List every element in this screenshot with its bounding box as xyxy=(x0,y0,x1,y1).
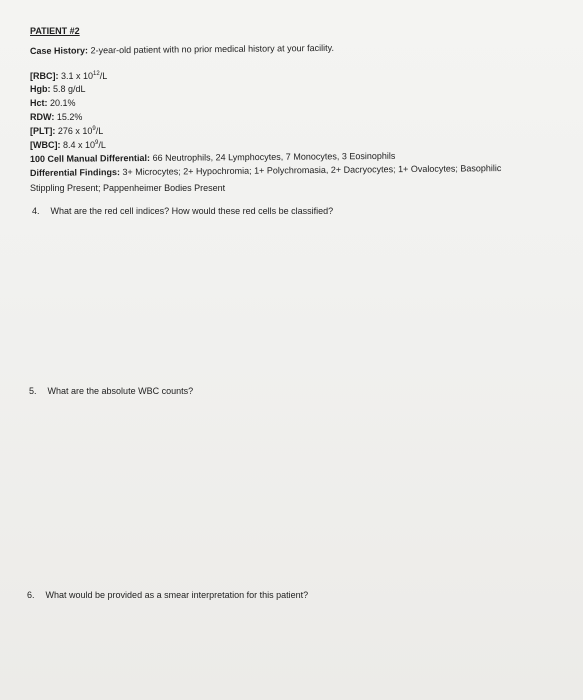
patient-title: PATIENT #2 xyxy=(30,26,80,36)
differential-text: 66 Neutrophils, 24 Lymphocytes, 7 Monocytes, 3 Eosinophils xyxy=(152,150,396,163)
findings-label: Differential Findings: xyxy=(29,167,121,178)
case-history-text: 2-year-old patient with no prior medical history at your facility. xyxy=(90,42,335,56)
rbc-exp: 12 xyxy=(93,71,100,77)
plt-value: 276 x 10 xyxy=(57,126,93,136)
question-6-number: 6. xyxy=(27,590,35,600)
plt-label: [PLT]: xyxy=(30,126,56,136)
lab-rdw xyxy=(30,112,82,123)
rdw-label: RDW: xyxy=(30,112,55,122)
hgb-value: 5.8 g/dL xyxy=(53,84,86,94)
lab-hct xyxy=(30,98,76,109)
case-history xyxy=(30,43,334,57)
lab-wbc xyxy=(30,140,106,151)
manual-differential xyxy=(30,151,395,165)
hgb-label: Hgb: xyxy=(30,84,51,94)
lab-rbc xyxy=(30,71,107,82)
question-6 xyxy=(27,590,308,601)
hct-label: Hct: xyxy=(30,98,48,108)
rbc-label: [RBC]: xyxy=(30,71,59,81)
question-4-text: What are the red cell indices? How would these red cells be classified? xyxy=(50,206,334,216)
plt-exp: 9 xyxy=(92,126,96,132)
question-4 xyxy=(32,206,333,217)
differential-label: 100 Cell Manual Differential: xyxy=(29,152,151,164)
hct-value: 20.1% xyxy=(50,98,76,108)
differential-findings xyxy=(30,163,502,179)
wbc-exp: 9 xyxy=(95,140,99,146)
lab-plt xyxy=(30,126,103,137)
question-5-number: 5. xyxy=(29,386,37,396)
rdw-value: 15.2% xyxy=(56,112,83,122)
wbc-value: 8.4 x 10 xyxy=(63,140,96,150)
findings-text-line1: 3+ Microcytes; 2+ Hypochromia; 1+ Polychromasia, 2+ Dacryocytes; 1+ Ovalocytes; Basophilic xyxy=(122,163,502,178)
rbc-unit: /L xyxy=(99,71,108,81)
question-6-text: What would be provided as a smear interpretation for this patient? xyxy=(45,590,309,600)
plt-unit: /L xyxy=(95,126,104,136)
question-5 xyxy=(29,386,193,397)
question-4-number: 4. xyxy=(32,206,40,216)
question-5-text: What are the absolute WBC counts? xyxy=(47,386,194,396)
findings-text-line2: Stippling Present; Pappenheimer Bodies Present xyxy=(30,183,226,193)
wbc-unit: /L xyxy=(98,140,106,150)
wbc-label: [WBC]: xyxy=(30,140,61,150)
lab-hgb xyxy=(30,84,86,95)
rbc-value: 3.1 x 10 xyxy=(61,71,94,81)
case-history-label: Case History: xyxy=(29,45,89,56)
